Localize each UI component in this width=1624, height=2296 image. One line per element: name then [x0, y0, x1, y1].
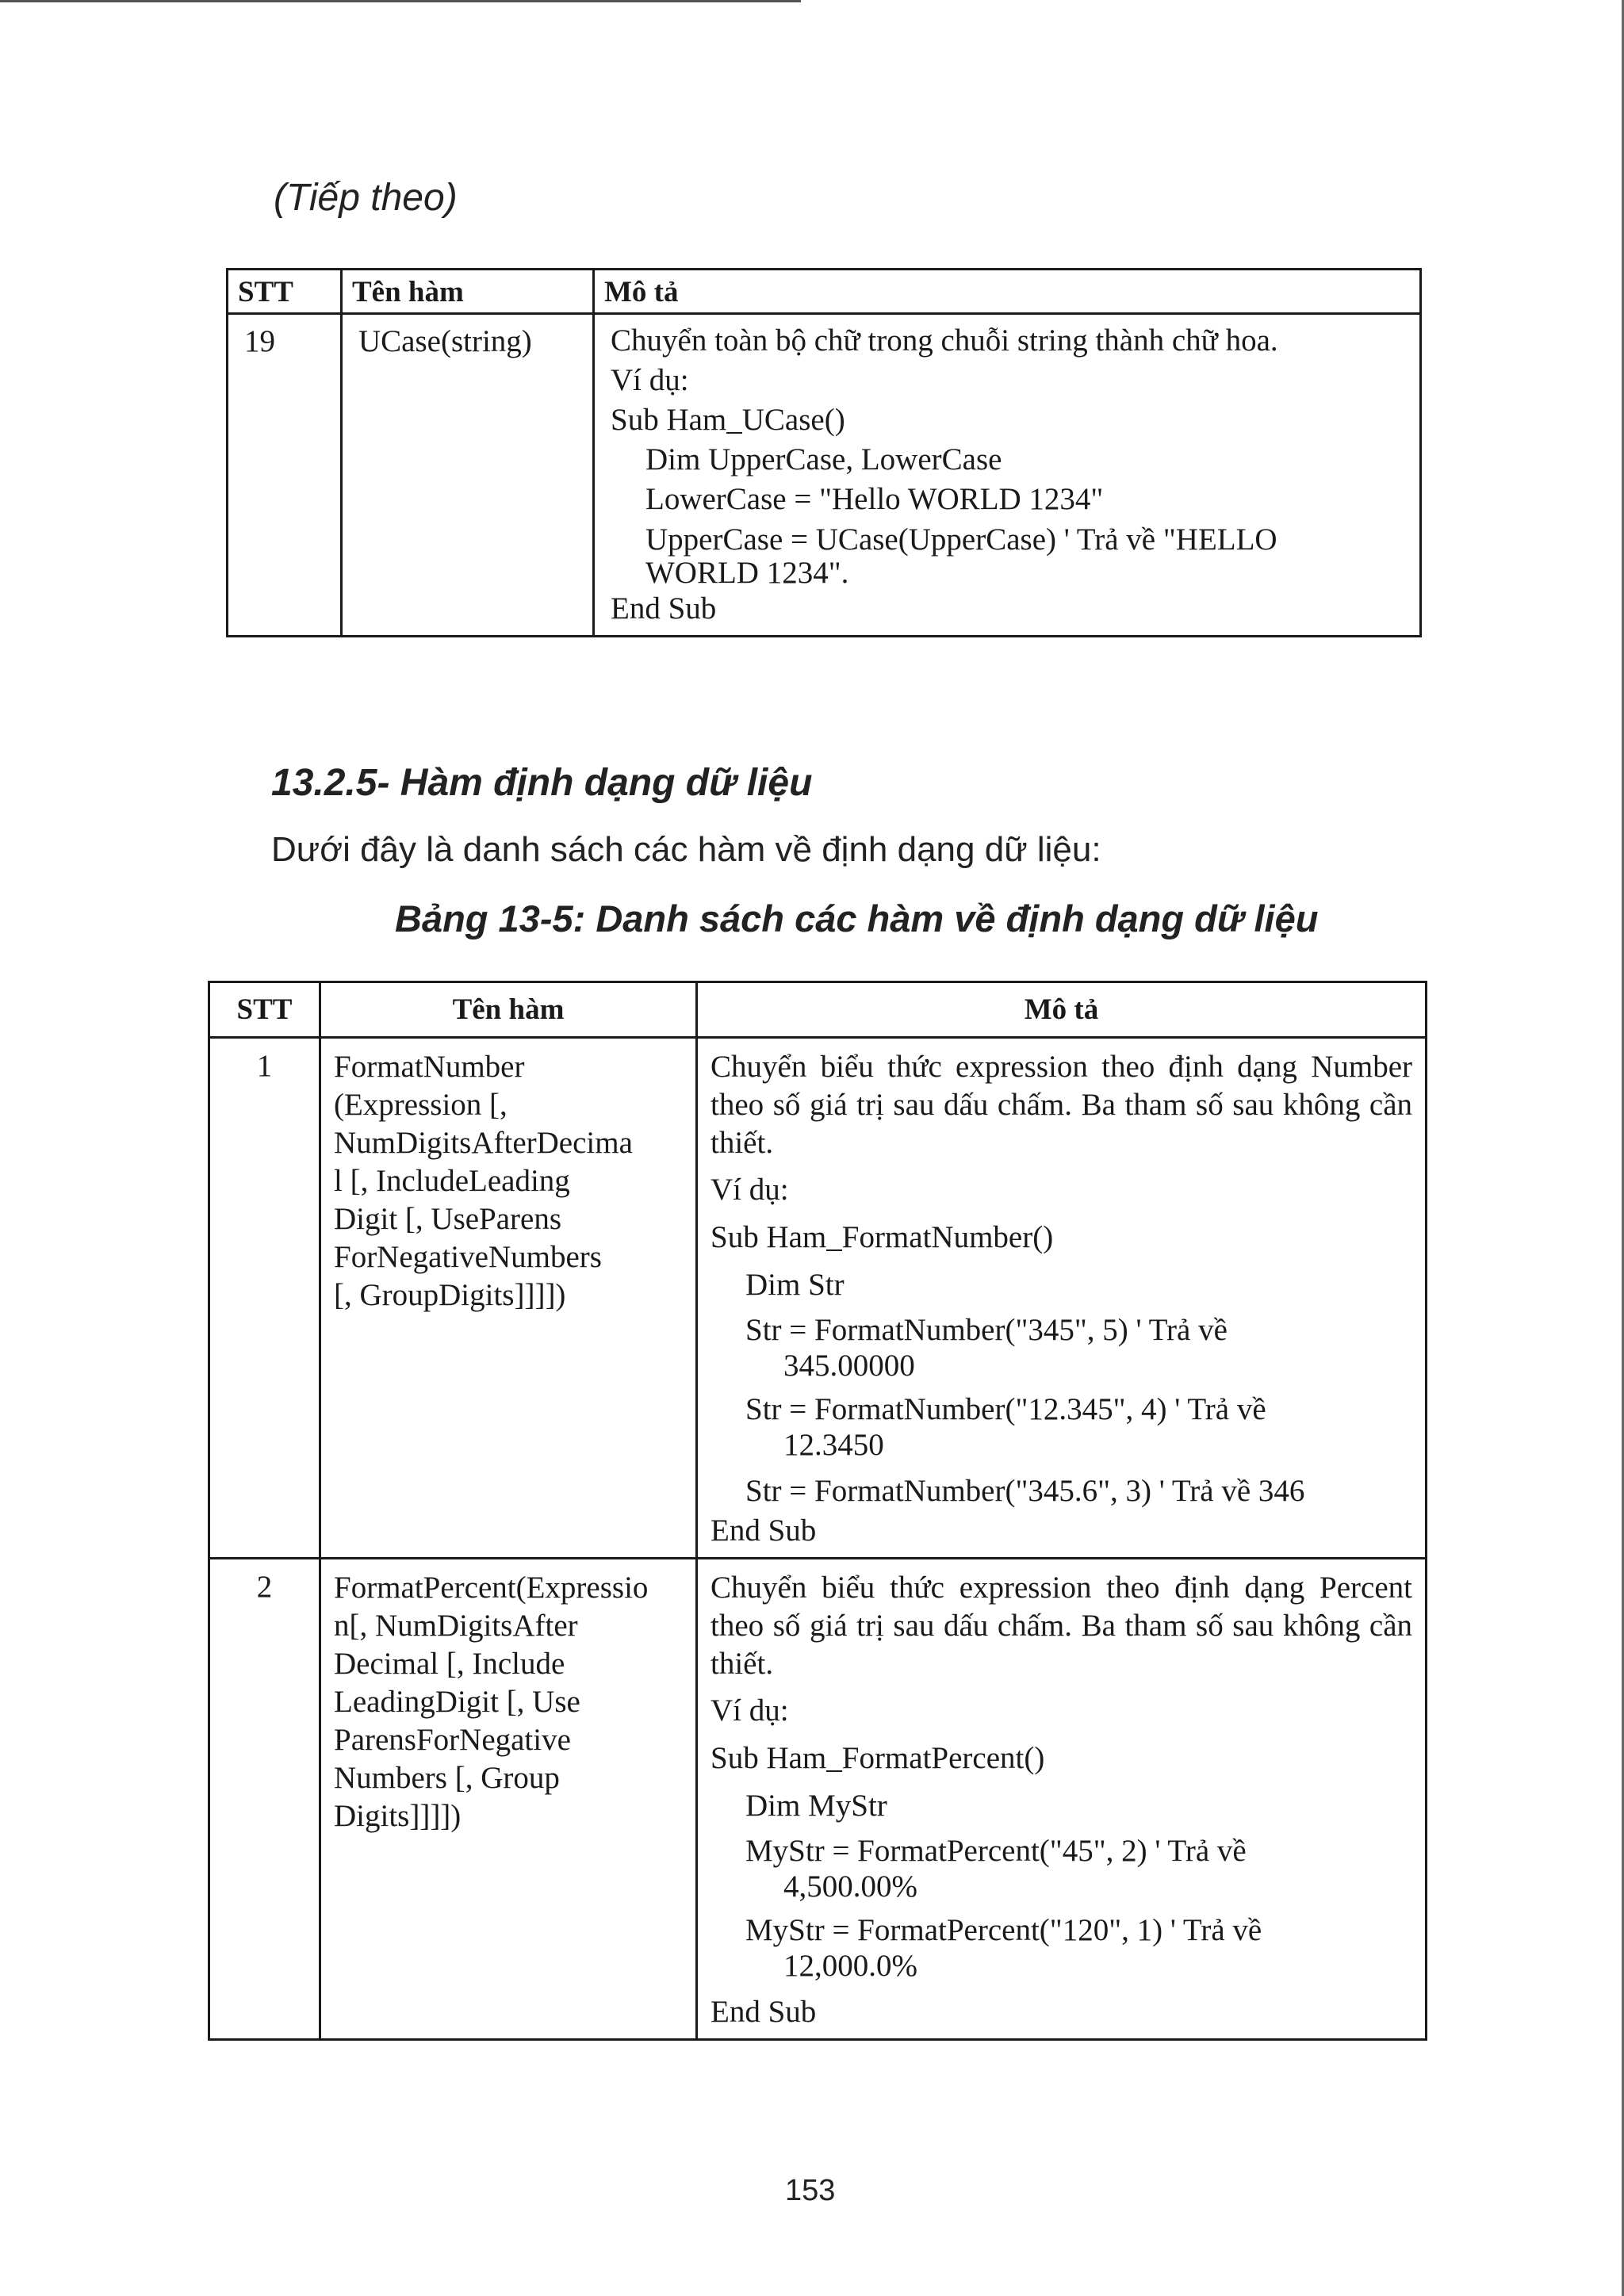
code-line: Str = FormatNumber("345", 5) ' Trả về: [745, 1313, 1228, 1347]
table-row: [209, 1038, 1427, 1559]
row-description: [594, 314, 1421, 637]
code-line: LowerCase = "Hello WORLD 1234": [645, 482, 1104, 516]
code-line-continuation: 345.00000: [783, 1349, 915, 1383]
intro-text: Dưới đây là danh sách các hàm về định dạng dữ liệu:: [271, 830, 1101, 869]
example-label: Ví dụ:: [710, 1693, 789, 1728]
row-function-name: UCase(string): [342, 314, 594, 637]
desc-summary: Chuyển toàn bộ chữ trong chuỗi string thành chữ hoa.: [611, 323, 1278, 358]
desc-summary: Chuyển biểu thức expression theo định dạng Percent theo số giá trị sau dấu chấm. Ba tham số sau không cần thiết.: [710, 1571, 1412, 1681]
code-line: Dim Str: [745, 1268, 845, 1302]
format-functions-table: [208, 981, 1427, 2041]
code-line: MyStr = FormatPercent("45", 2) ' Trả về: [745, 1834, 1247, 1868]
table-row: [209, 1559, 1427, 2040]
code-line-continuation: 12.3450: [783, 1428, 884, 1462]
function-name-line: l [, IncludeLeading: [334, 1164, 570, 1198]
function-name-line: Decimal [, Include: [334, 1647, 565, 1681]
row-stt: 1: [209, 1038, 320, 1559]
function-name-line: ParensForNegative: [334, 1723, 571, 1757]
code-line: End Sub: [710, 1995, 817, 2029]
function-name-line: NumDigitsAfterDecima: [334, 1126, 633, 1160]
code-line: Sub Ham_FormatPercent(): [710, 1741, 1045, 1775]
section-heading: 13.2.5- Hàm định dạng dữ liệu: [271, 762, 813, 804]
code-line-continuation: 12,000.0%: [783, 1949, 917, 1983]
code-line: Dim UpperCase, LowerCase: [645, 442, 1002, 476]
row-stt: 2: [209, 1559, 320, 2040]
function-name-line: [, GroupDigits]]]]): [334, 1278, 566, 1312]
code-line: End Sub: [611, 591, 717, 626]
example-label: Ví dụ:: [710, 1173, 789, 1207]
table-caption: Bảng 13-5: Danh sách các hàm về định dạng dữ liệu: [395, 897, 1319, 939]
header-description: Mô tả: [697, 982, 1427, 1038]
code-line: Sub Ham_UCase(): [611, 403, 845, 437]
function-name-line: Numbers [, Group: [334, 1761, 560, 1795]
continued-label: (Tiếp theo): [274, 177, 458, 219]
function-name-line: ForNegativeNumbers: [334, 1240, 602, 1274]
function-table-continued: [226, 268, 1422, 637]
function-name-line: Digits]]]]): [334, 1799, 462, 1833]
header-description: Mô tả: [594, 270, 1421, 314]
row-function-name: [320, 1559, 697, 2040]
header-stt: STT: [209, 982, 320, 1038]
code-line: Sub Ham_FormatNumber(): [710, 1220, 1054, 1254]
table-header-row: [228, 270, 1421, 314]
function-name-line: FormatNumber: [334, 1050, 525, 1084]
function-name-line: LeadingDigit [, Use: [334, 1685, 580, 1719]
code-line: Str = FormatNumber("12.345", 4) ' Trả về: [745, 1392, 1266, 1426]
code-line: UpperCase = UCase(UpperCase) ' Trả về "HELLO: [645, 522, 1277, 557]
row-stt: 19: [228, 314, 342, 637]
code-line: Dim MyStr: [745, 1789, 887, 1823]
code-line: MyStr = FormatPercent("120", 1) ' Trả về: [745, 1913, 1262, 1947]
code-line: End Sub: [710, 1513, 817, 1548]
row-function-name: [320, 1038, 697, 1559]
row-description: [697, 1559, 1427, 2040]
function-name-line: (Expression [,: [334, 1088, 508, 1122]
page-number: 153: [785, 2174, 836, 2207]
header-stt: STT: [228, 270, 342, 314]
table-row: [228, 314, 1421, 637]
row-description: [697, 1038, 1427, 1559]
code-line-continuation: 4,500.00%: [783, 1869, 917, 1904]
function-name-line: FormatPercent(Expressio: [334, 1571, 649, 1605]
header-function-name: Tên hàm: [342, 270, 594, 314]
example-label: Ví dụ:: [611, 363, 689, 397]
desc-summary: Chuyển biểu thức expression theo định dạng Number theo số giá trị sau dấu chấm. Ba tham số sau không cần thiết.: [710, 1050, 1412, 1160]
scan-top-edge: [0, 0, 801, 2]
function-name-line: Digit [, UseParens: [334, 1202, 562, 1236]
code-line-continuation: WORLD 1234".: [645, 556, 849, 590]
code-line: Str = FormatNumber("345.6", 3) ' Trả về 346: [745, 1474, 1305, 1508]
function-name-line: n[, NumDigitsAfter: [334, 1609, 578, 1643]
table-header-row: [209, 982, 1427, 1038]
header-function-name: Tên hàm: [320, 982, 697, 1038]
